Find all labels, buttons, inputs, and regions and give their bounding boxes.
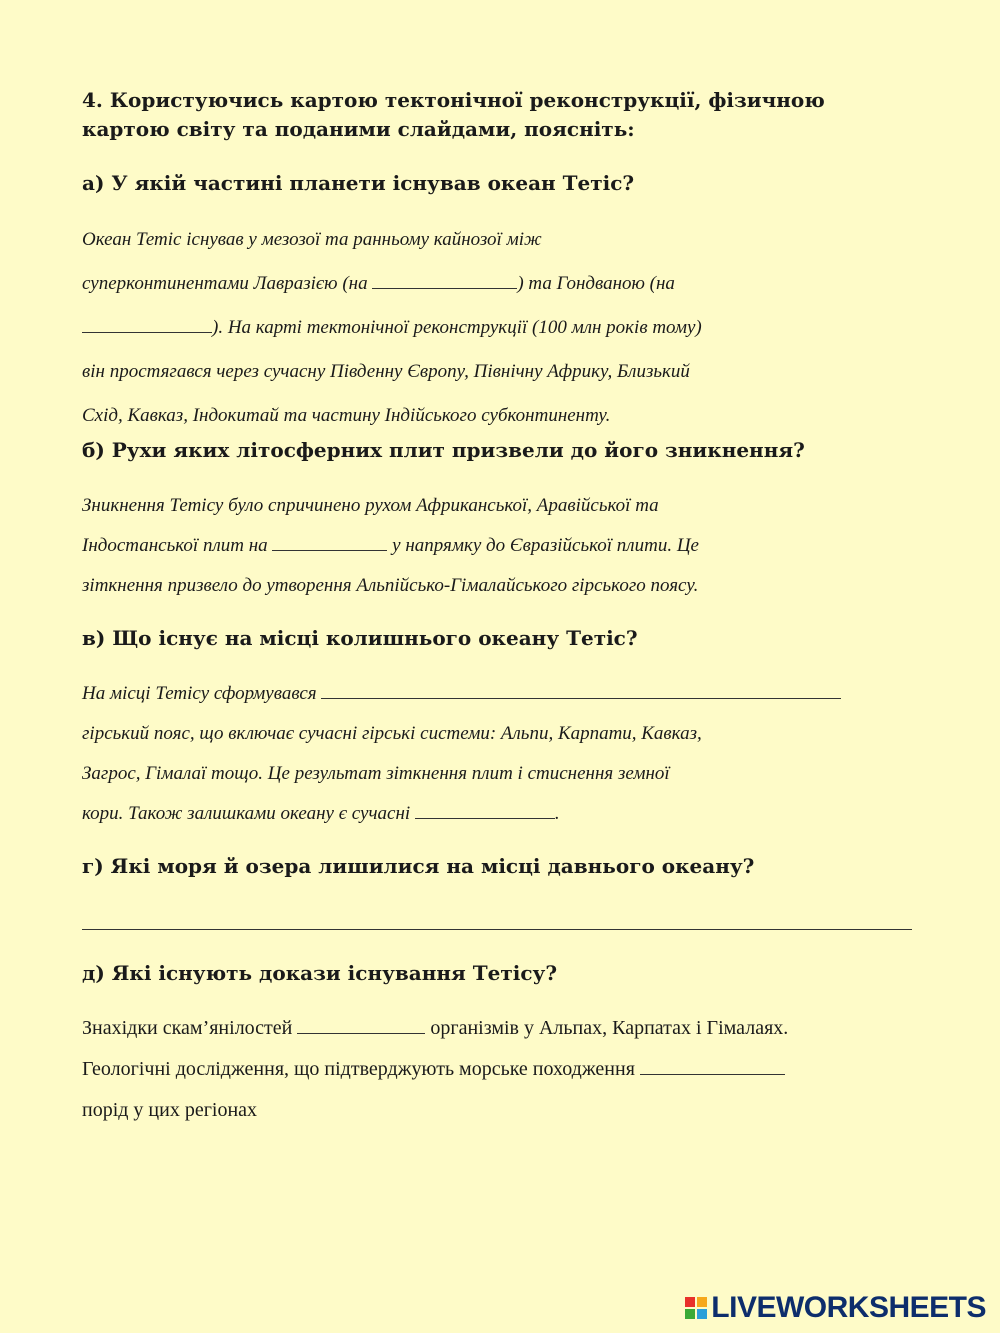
answer-b-text: у напрямку до Євразійської плити. Це	[392, 535, 699, 556]
answer-b	[82, 486, 922, 606]
logo-icon	[685, 1297, 707, 1319]
answer-c-line-3: Загрос, Гімалаї тощо. Це результат зіткнення плит і стиснення земної	[82, 763, 670, 784]
answer-c-line-2: гірський пояс, що включає сучасні гірські системи: Альпи, Карпати, Кавказ,	[82, 723, 702, 744]
answer-e-line-3: порід у цих регіонах	[82, 1099, 258, 1121]
logo-square	[685, 1297, 695, 1307]
blank-seas-lakes[interactable]	[82, 928, 912, 930]
worksheet	[82, 86, 922, 1131]
blank-lavrasia[interactable]	[372, 287, 517, 289]
blank-organisms[interactable]	[297, 1032, 425, 1034]
answer-b-text: Індостанської плит на	[82, 535, 268, 556]
answer-a-line-5: Схід, Кавказ, Індокитай та частину Індійського субконтиненту.	[82, 405, 611, 426]
answer-a-line-4: він простягався через сучасну Південну Європу, Північну Африку, Близький	[82, 361, 690, 382]
question-d: г) Які моря й озера лишилися на місці давнього океану?	[82, 854, 755, 878]
question-b: б) Рухи яких літосферних плит призвели до його зникнення?	[82, 438, 805, 462]
answer-a-text: суперконтинентами Лавразією (на	[82, 273, 368, 294]
question-c: в) Що існує на місці колишнього океану Тетіс?	[82, 626, 638, 650]
answer-e-text: Геологічні дослідження, що підтверджують морське походження	[82, 1058, 635, 1080]
logo-square	[697, 1297, 707, 1307]
blank-plate-direction[interactable]	[272, 549, 387, 551]
blank-rock-type[interactable]	[640, 1073, 785, 1075]
answer-b-line-2	[82, 526, 922, 566]
answer-a-text: ) та Гондваною (на	[517, 273, 675, 294]
answer-c-line-4	[82, 794, 922, 834]
answer-e-text: організмів у Альпах, Карпатах і Гімалаях.	[430, 1017, 789, 1039]
answer-a-text: ). На карті тектонічної реконструкції (100 млн років тому)	[212, 317, 702, 338]
answer-c-line-1	[82, 674, 922, 714]
answer-a-line-3	[82, 306, 922, 350]
liveworksheets-logo	[685, 1291, 986, 1325]
answer-e-line-1	[82, 1008, 922, 1049]
logo-square	[697, 1309, 707, 1319]
answer-c-text: кори. Також залишками океану є сучасні	[82, 803, 411, 824]
blank-remnants[interactable]	[415, 817, 555, 819]
task-title: 4. Користуючись картою тектонічної реконструкції, фізичною картою світу та поданими слайдами, поясніть:	[82, 88, 825, 141]
answer-e-text: Знахідки скам’янілостей	[82, 1017, 293, 1039]
answer-a-line-1: Океан Тетіс існував у мезозої та ранньому кайнозої між	[82, 229, 542, 250]
answer-a	[82, 218, 922, 438]
logo-square	[685, 1309, 695, 1319]
logo-text: LIVEWORKSHEETS	[711, 1291, 986, 1324]
question-a: а) У якій частині планети існував океан Тетіс?	[82, 171, 635, 195]
answer-b-line-1: Зникнення Тетісу було спричинено рухом Африканської, Аравійської та	[82, 495, 659, 516]
answer-e-line-2	[82, 1049, 922, 1090]
blank-gondwana[interactable]	[82, 331, 212, 333]
question-e: д) Які існують докази існування Тетісу?	[82, 961, 558, 985]
answer-b-line-3: зіткнення призвело до утворення Альпійсько-Гімалайського гірського поясу.	[82, 575, 699, 596]
answer-a-line-2	[82, 262, 922, 306]
answer-e	[82, 1008, 922, 1131]
blank-mountain-belt[interactable]	[321, 697, 841, 699]
answer-c-text: На місці Тетісу сформувався	[82, 683, 317, 704]
answer-c-text: .	[554, 803, 560, 824]
answer-c	[82, 674, 922, 834]
